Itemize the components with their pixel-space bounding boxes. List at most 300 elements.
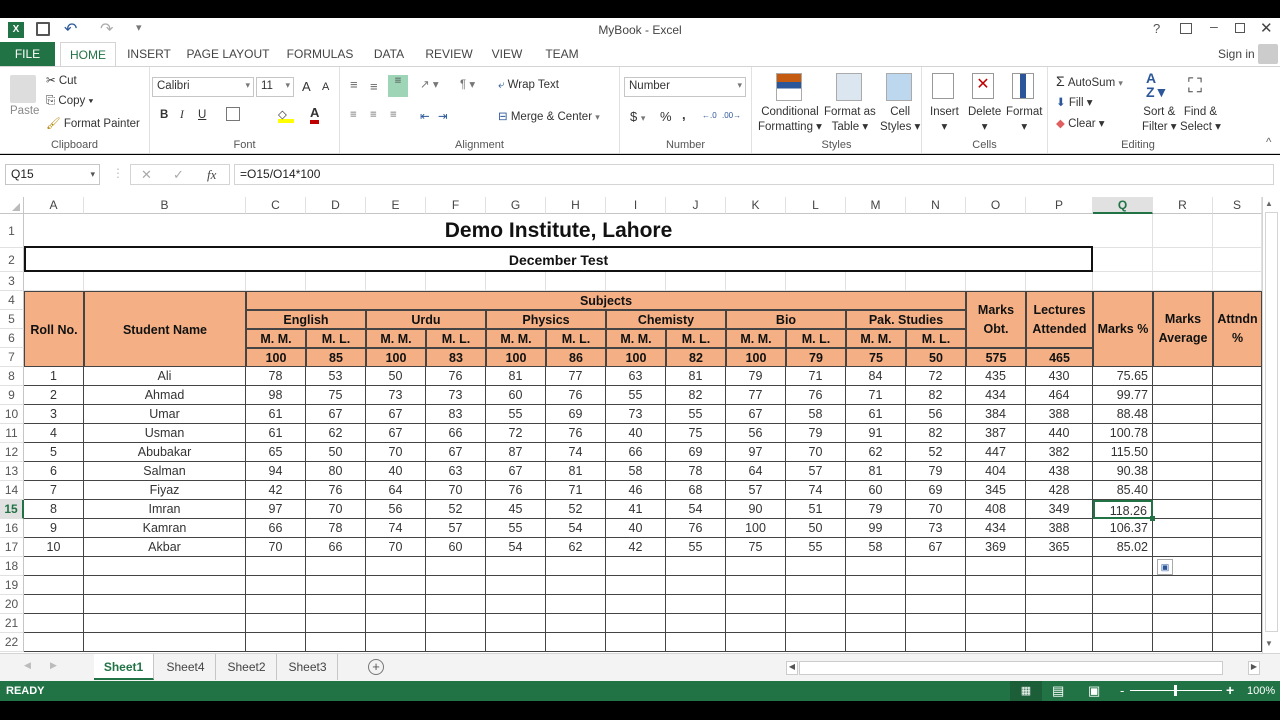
empty-cell[interactable]	[1093, 576, 1153, 595]
row-header-19[interactable]: 19	[0, 576, 24, 595]
insert-cells-button[interactable]: Insert ▾	[930, 106, 959, 133]
column-header-l[interactable]: L	[786, 197, 846, 214]
score-cell[interactable]: 99	[846, 519, 906, 538]
empty-cell[interactable]	[606, 595, 666, 614]
score-cell[interactable]: 57	[786, 462, 846, 481]
tab-review[interactable]: REVIEW	[425, 47, 473, 61]
score-cell[interactable]: 40	[366, 462, 426, 481]
header-max-marks[interactable]: M. M.	[846, 329, 906, 348]
column-header-k[interactable]: K	[726, 197, 786, 214]
empty-cell[interactable]	[306, 595, 366, 614]
empty-cell[interactable]	[546, 576, 606, 595]
grid-cell[interactable]	[906, 272, 966, 291]
score-cell[interactable]: 70	[366, 443, 426, 462]
score-cell[interactable]: 69	[906, 481, 966, 500]
header-subject[interactable]: Chemisty	[606, 310, 726, 329]
row-header-7[interactable]: 7	[0, 348, 24, 367]
score-cell[interactable]: 79	[906, 462, 966, 481]
score-cell[interactable]: 40	[606, 519, 666, 538]
marks-average-cell[interactable]	[1153, 405, 1213, 424]
empty-cell[interactable]	[666, 633, 726, 652]
attendance-percent-cell[interactable]	[1213, 538, 1262, 557]
delete-cells-button[interactable]: Delete ▾	[968, 106, 1002, 133]
score-cell[interactable]: 56	[906, 405, 966, 424]
name-box[interactable]: Q15 ▾	[5, 164, 100, 185]
header-total[interactable]: 85	[306, 348, 366, 367]
wrap-text-button[interactable]: ⤶ Wrap Text	[498, 79, 559, 91]
empty-cell[interactable]	[846, 576, 906, 595]
score-cell[interactable]: 91	[846, 424, 906, 443]
roll-no-cell[interactable]: 3	[24, 405, 84, 424]
header-subject[interactable]: Pak. Studies	[846, 310, 966, 329]
empty-cell[interactable]	[486, 557, 546, 576]
header-total[interactable]: 100	[486, 348, 546, 367]
empty-cell[interactable]	[24, 614, 84, 633]
header-marks-obtained[interactable]: M. L.	[306, 329, 366, 348]
marks-percent-cell[interactable]: 99.77	[1093, 386, 1153, 405]
header-subject[interactable]: Bio	[726, 310, 846, 329]
row-header-20[interactable]: 20	[0, 595, 24, 614]
score-cell[interactable]: 73	[606, 405, 666, 424]
empty-cell[interactable]	[24, 576, 84, 595]
roll-no-cell[interactable]: 9	[24, 519, 84, 538]
score-cell[interactable]: 54	[666, 500, 726, 519]
column-header-q[interactable]: Q	[1093, 197, 1153, 214]
formula-input[interactable]: =O15/O14*100	[234, 164, 1274, 185]
font-size-select[interactable]: 11 ▾	[256, 77, 294, 97]
score-cell[interactable]: 66	[606, 443, 666, 462]
score-cell[interactable]: 60	[426, 538, 486, 557]
column-header-i[interactable]: I	[606, 197, 666, 214]
conditional-formatting-button[interactable]: Conditional Formatting ▾	[758, 106, 822, 133]
header-marks-percent[interactable]: Marks %	[1093, 291, 1153, 367]
roll-no-cell[interactable]: 1	[24, 367, 84, 386]
empty-cell[interactable]	[966, 633, 1026, 652]
close-button[interactable]: ✕	[1260, 20, 1273, 37]
empty-cell[interactable]	[1153, 614, 1213, 633]
header-marks-obt[interactable]: Marks Obt.	[966, 291, 1026, 348]
insert-function-icon[interactable]: fx	[207, 167, 217, 182]
customize-qat-icon[interactable]: ▾	[136, 22, 142, 34]
empty-cell[interactable]	[666, 576, 726, 595]
fill-button[interactable]: ⬇ Fill ▾	[1056, 97, 1093, 109]
score-cell[interactable]: 100	[726, 519, 786, 538]
empty-cell[interactable]	[966, 557, 1026, 576]
format-painter-button[interactable]: 🖌 Format Painter	[46, 118, 140, 130]
attendance-percent-cell[interactable]	[1213, 386, 1262, 405]
column-header-f[interactable]: F	[426, 197, 486, 214]
score-cell[interactable]: 52	[546, 500, 606, 519]
attendance-percent-cell[interactable]	[1213, 519, 1262, 538]
score-cell[interactable]: 67	[366, 424, 426, 443]
align-right-icon[interactable]: ≡	[390, 109, 397, 121]
column-header-e[interactable]: E	[366, 197, 426, 214]
empty-cell[interactable]	[1026, 614, 1093, 633]
marks-average-cell[interactable]	[1153, 367, 1213, 386]
header-attendance-percent[interactable]: Attndn %	[1213, 291, 1262, 367]
empty-cell[interactable]	[1093, 614, 1153, 633]
score-cell[interactable]: 97	[246, 500, 306, 519]
column-header-p[interactable]: P	[1026, 197, 1093, 214]
marks-percent-cell[interactable]: 115.50	[1093, 443, 1153, 462]
grid-cell[interactable]	[1153, 272, 1213, 291]
row-header-15[interactable]: 15	[0, 500, 24, 519]
user-avatar[interactable]	[1258, 44, 1278, 64]
empty-cell[interactable]	[426, 595, 486, 614]
empty-cell[interactable]	[966, 576, 1026, 595]
empty-cell[interactable]	[606, 557, 666, 576]
prev-sheet-icon[interactable]: ◀	[24, 660, 31, 670]
student-name-cell[interactable]: Salman	[84, 462, 246, 481]
empty-cell[interactable]	[846, 557, 906, 576]
empty-cell[interactable]	[246, 614, 306, 633]
marks-obt-cell[interactable]: 345	[966, 481, 1026, 500]
score-cell[interactable]: 62	[306, 424, 366, 443]
student-name-cell[interactable]: Umar	[84, 405, 246, 424]
header-marks-obtained[interactable]: M. L.	[666, 329, 726, 348]
grid-cell[interactable]	[666, 272, 726, 291]
empty-cell[interactable]	[1213, 557, 1262, 576]
empty-cell[interactable]	[606, 614, 666, 633]
header-total[interactable]: 100	[726, 348, 786, 367]
score-cell[interactable]: 77	[726, 386, 786, 405]
restore-button[interactable]	[1235, 23, 1245, 33]
score-cell[interactable]: 60	[486, 386, 546, 405]
empty-cell[interactable]	[1026, 595, 1093, 614]
header-marks-obtained[interactable]: M. L.	[786, 329, 846, 348]
score-cell[interactable]: 76	[426, 367, 486, 386]
empty-cell[interactable]	[846, 614, 906, 633]
score-cell[interactable]: 94	[246, 462, 306, 481]
marks-obt-cell[interactable]: 447	[966, 443, 1026, 462]
marks-average-cell[interactable]	[1153, 443, 1213, 462]
score-cell[interactable]: 41	[606, 500, 666, 519]
row-header-13[interactable]: 13	[0, 462, 24, 481]
score-cell[interactable]: 70	[306, 500, 366, 519]
empty-cell[interactable]	[966, 595, 1026, 614]
attendance-percent-cell[interactable]	[1213, 367, 1262, 386]
grid-cell[interactable]	[726, 272, 786, 291]
score-cell[interactable]: 61	[246, 424, 306, 443]
marks-percent-cell[interactable]: 106.37	[1093, 519, 1153, 538]
marks-obt-cell[interactable]: 387	[966, 424, 1026, 443]
score-cell[interactable]: 60	[846, 481, 906, 500]
lectures-cell[interactable]: 382	[1026, 443, 1093, 462]
score-cell[interactable]: 70	[906, 500, 966, 519]
row-header-2[interactable]: 2	[0, 248, 24, 272]
score-cell[interactable]: 40	[606, 424, 666, 443]
empty-cell[interactable]	[786, 557, 846, 576]
empty-cell[interactable]	[426, 633, 486, 652]
empty-cell[interactable]	[366, 576, 426, 595]
score-cell[interactable]: 87	[486, 443, 546, 462]
quick-analysis-icon[interactable]: ▣	[1157, 559, 1173, 575]
score-cell[interactable]: 80	[306, 462, 366, 481]
tab-insert[interactable]: INSERT	[127, 47, 171, 61]
sheet-tab-sheet3[interactable]: Sheet3	[278, 654, 338, 680]
empty-cell[interactable]	[246, 557, 306, 576]
row-header-3[interactable]: 3	[0, 272, 24, 291]
paste-button[interactable]: Paste	[10, 105, 40, 117]
empty-cell[interactable]	[1153, 633, 1213, 652]
student-name-cell[interactable]: Usman	[84, 424, 246, 443]
grid-cell[interactable]	[786, 272, 846, 291]
row-header-6[interactable]: 6	[0, 329, 24, 348]
score-cell[interactable]: 67	[306, 405, 366, 424]
header-max-marks[interactable]: M. M.	[726, 329, 786, 348]
score-cell[interactable]: 71	[786, 367, 846, 386]
roll-no-cell[interactable]: 4	[24, 424, 84, 443]
column-header-c[interactable]: C	[246, 197, 306, 214]
score-cell[interactable]: 42	[246, 481, 306, 500]
score-cell[interactable]: 74	[546, 443, 606, 462]
increase-decimal-icon[interactable]: ←.0	[702, 111, 717, 120]
bottom-align-icon[interactable]: ≡	[388, 75, 408, 97]
score-cell[interactable]: 70	[366, 538, 426, 557]
score-cell[interactable]: 62	[846, 443, 906, 462]
tab-formulas[interactable]: FORMULAS	[286, 47, 354, 61]
marks-percent-cell[interactable]: 75.65	[1093, 367, 1153, 386]
header-total[interactable]: 86	[546, 348, 606, 367]
column-header-h[interactable]: H	[546, 197, 606, 214]
shrink-font-button[interactable]: A	[322, 81, 330, 93]
grid-cell[interactable]	[24, 272, 84, 291]
grid-cell[interactable]	[1213, 272, 1262, 291]
enter-icon[interactable]: ✓	[173, 167, 184, 182]
sheet-subtitle[interactable]: December Test	[24, 248, 1093, 272]
row-header-18[interactable]: 18	[0, 557, 24, 576]
empty-cell[interactable]	[1093, 633, 1153, 652]
score-cell[interactable]: 82	[666, 386, 726, 405]
grid-cell[interactable]	[306, 272, 366, 291]
score-cell[interactable]: 78	[246, 367, 306, 386]
align-left-icon[interactable]: ≡	[350, 109, 357, 121]
row-header-22[interactable]: 22	[0, 633, 24, 652]
score-cell[interactable]: 67	[486, 462, 546, 481]
zoom-in-button[interactable]: +	[1226, 682, 1235, 698]
header-marks-obtained[interactable]: M. L.	[906, 329, 966, 348]
header-roll-no[interactable]: Roll No.	[24, 291, 84, 367]
score-cell[interactable]: 74	[786, 481, 846, 500]
empty-cell[interactable]	[486, 595, 546, 614]
score-cell[interactable]: 56	[366, 500, 426, 519]
empty-cell[interactable]	[246, 576, 306, 595]
empty-cell[interactable]	[906, 576, 966, 595]
hscroll-left-icon[interactable]: ◀	[786, 661, 798, 675]
empty-cell[interactable]	[84, 576, 246, 595]
header-subject[interactable]: Urdu	[366, 310, 486, 329]
score-cell[interactable]: 58	[606, 462, 666, 481]
header-total[interactable]: 82	[666, 348, 726, 367]
grid-cell[interactable]	[966, 272, 1026, 291]
student-name-cell[interactable]: Fiyaz	[84, 481, 246, 500]
score-cell[interactable]: 67	[906, 538, 966, 557]
header-subjects[interactable]: Subjects	[246, 291, 966, 310]
lectures-cell[interactable]: 440	[1026, 424, 1093, 443]
student-name-cell[interactable]: Imran	[84, 500, 246, 519]
empty-cell[interactable]	[1213, 595, 1262, 614]
orientation-icon[interactable]: ↗ ▾	[420, 79, 439, 91]
attendance-percent-cell[interactable]	[1213, 405, 1262, 424]
header-marks-obtained[interactable]: M. L.	[426, 329, 486, 348]
score-cell[interactable]: 97	[726, 443, 786, 462]
column-header-n[interactable]: N	[906, 197, 966, 214]
empty-cell[interactable]	[786, 614, 846, 633]
empty-cell[interactable]	[486, 576, 546, 595]
middle-align-icon[interactable]: ≡	[370, 79, 378, 94]
sheet-title[interactable]: Demo Institute, Lahore	[24, 214, 1093, 248]
score-cell[interactable]: 51	[786, 500, 846, 519]
column-header-a[interactable]: A	[24, 197, 84, 214]
score-cell[interactable]: 82	[906, 386, 966, 405]
autosum-button[interactable]: Σ AutoSum ▾	[1056, 73, 1123, 89]
score-cell[interactable]: 67	[366, 405, 426, 424]
tab-home[interactable]: HOME	[60, 42, 116, 66]
row-header-5[interactable]: 5	[0, 310, 24, 329]
decrease-decimal-icon[interactable]: .00→	[722, 111, 742, 120]
roll-no-cell[interactable]: 5	[24, 443, 84, 462]
empty-cell[interactable]	[84, 595, 246, 614]
new-sheet-button[interactable]: +	[368, 659, 384, 675]
empty-cell[interactable]	[24, 557, 84, 576]
score-cell[interactable]: 70	[426, 481, 486, 500]
score-cell[interactable]: 55	[606, 386, 666, 405]
empty-cell[interactable]	[1093, 557, 1153, 576]
number-format-select[interactable]: Number ▾	[624, 77, 746, 97]
empty-cell[interactable]	[84, 557, 246, 576]
text-direction-icon[interactable]: ¶ ▾	[460, 79, 476, 91]
row-header-11[interactable]: 11	[0, 424, 24, 443]
empty-cell[interactable]	[1213, 633, 1262, 652]
clear-button[interactable]: ◆ Clear ▾	[1056, 118, 1105, 130]
score-cell[interactable]: 46	[606, 481, 666, 500]
grid-cell[interactable]	[1153, 214, 1213, 248]
score-cell[interactable]: 71	[846, 386, 906, 405]
cut-button[interactable]: ✂ Cut	[46, 75, 77, 87]
empty-cell[interactable]	[1213, 614, 1262, 633]
redo-icon[interactable]: ↷	[100, 21, 114, 38]
paste-icon[interactable]	[10, 75, 36, 103]
top-align-icon[interactable]: ≡	[350, 77, 358, 92]
empty-cell[interactable]	[726, 614, 786, 633]
empty-cell[interactable]	[366, 557, 426, 576]
score-cell[interactable]: 75	[306, 386, 366, 405]
attendance-percent-cell[interactable]	[1213, 443, 1262, 462]
grid-cell[interactable]	[486, 272, 546, 291]
format-cells-button[interactable]: Format ▾	[1006, 106, 1043, 133]
tab-view[interactable]: VIEW	[491, 47, 523, 61]
row-header-1[interactable]: 1	[0, 214, 24, 248]
empty-cell[interactable]	[366, 633, 426, 652]
grid-cell[interactable]	[1093, 214, 1153, 248]
worksheet-grid[interactable]	[0, 197, 1262, 653]
sheet-tab-sheet2[interactable]: Sheet2	[217, 654, 277, 680]
grid-cell[interactable]	[546, 272, 606, 291]
marks-average-cell[interactable]	[1153, 519, 1213, 538]
score-cell[interactable]: 66	[426, 424, 486, 443]
score-cell[interactable]: 81	[846, 462, 906, 481]
marks-average-cell[interactable]	[1153, 424, 1213, 443]
hscroll-right-icon[interactable]: ▶	[1248, 661, 1260, 675]
header-lectures-attended[interactable]: Lectures Attended	[1026, 291, 1093, 348]
normal-view-icon[interactable]: ▦	[1010, 681, 1042, 701]
fill-color-icon[interactable]: ◇	[278, 107, 294, 123]
row-header-9[interactable]: 9	[0, 386, 24, 405]
score-cell[interactable]: 57	[426, 519, 486, 538]
score-cell[interactable]: 66	[246, 519, 306, 538]
row-header-14[interactable]: 14	[0, 481, 24, 500]
marks-percent-cell[interactable]: 88.48	[1093, 405, 1153, 424]
grid-cell[interactable]	[246, 272, 306, 291]
empty-cell[interactable]	[846, 633, 906, 652]
header-total[interactable]: 50	[906, 348, 966, 367]
score-cell[interactable]: 50	[786, 519, 846, 538]
student-name-cell[interactable]: Abubakar	[84, 443, 246, 462]
empty-cell[interactable]	[1153, 595, 1213, 614]
student-name-cell[interactable]: Ahmad	[84, 386, 246, 405]
header-max-marks[interactable]: M. M.	[486, 329, 546, 348]
cell-styles-button[interactable]: Cell Styles ▾	[880, 106, 921, 133]
empty-cell[interactable]	[366, 614, 426, 633]
empty-cell[interactable]	[1026, 576, 1093, 595]
empty-cell[interactable]	[306, 614, 366, 633]
marks-obt-cell[interactable]: 404	[966, 462, 1026, 481]
grid-cell[interactable]	[1213, 248, 1262, 272]
score-cell[interactable]: 63	[426, 462, 486, 481]
empty-cell[interactable]	[486, 633, 546, 652]
score-cell[interactable]: 76	[546, 424, 606, 443]
empty-cell[interactable]	[246, 633, 306, 652]
score-cell[interactable]: 75	[666, 424, 726, 443]
lectures-cell[interactable]: 464	[1026, 386, 1093, 405]
header-total[interactable]: 100	[606, 348, 666, 367]
score-cell[interactable]: 76	[546, 386, 606, 405]
column-header-r[interactable]: R	[1153, 197, 1213, 214]
score-cell[interactable]: 52	[426, 500, 486, 519]
font-name-select[interactable]: Calibri ▾	[152, 77, 254, 97]
score-cell[interactable]: 98	[246, 386, 306, 405]
column-header-b[interactable]: B	[84, 197, 246, 214]
header-subject[interactable]: English	[246, 310, 366, 329]
copy-button[interactable]: ⎘ Copy ▾	[46, 95, 94, 107]
empty-cell[interactable]	[546, 595, 606, 614]
score-cell[interactable]: 69	[546, 405, 606, 424]
roll-no-cell[interactable]: 6	[24, 462, 84, 481]
score-cell[interactable]: 64	[366, 481, 426, 500]
empty-cell[interactable]	[1153, 576, 1213, 595]
empty-cell[interactable]	[666, 557, 726, 576]
attendance-percent-cell[interactable]	[1213, 500, 1262, 519]
marks-obt-cell[interactable]: 369	[966, 538, 1026, 557]
score-cell[interactable]: 73	[906, 519, 966, 538]
empty-cell[interactable]	[906, 614, 966, 633]
score-cell[interactable]: 72	[906, 367, 966, 386]
score-cell[interactable]: 55	[486, 405, 546, 424]
scroll-up-icon[interactable]: ▲	[1265, 199, 1273, 208]
marks-average-cell[interactable]	[1153, 481, 1213, 500]
tab-file[interactable]: FILE	[0, 42, 55, 66]
empty-cell[interactable]	[1026, 557, 1093, 576]
empty-cell[interactable]	[786, 633, 846, 652]
score-cell[interactable]: 52	[906, 443, 966, 462]
empty-cell[interactable]	[486, 614, 546, 633]
tab-team[interactable]: TEAM	[545, 47, 579, 61]
row-header-17[interactable]: 17	[0, 538, 24, 557]
empty-cell[interactable]	[1026, 633, 1093, 652]
grid-cell[interactable]	[1026, 272, 1093, 291]
header-total[interactable]: 79	[786, 348, 846, 367]
empty-cell[interactable]	[546, 557, 606, 576]
